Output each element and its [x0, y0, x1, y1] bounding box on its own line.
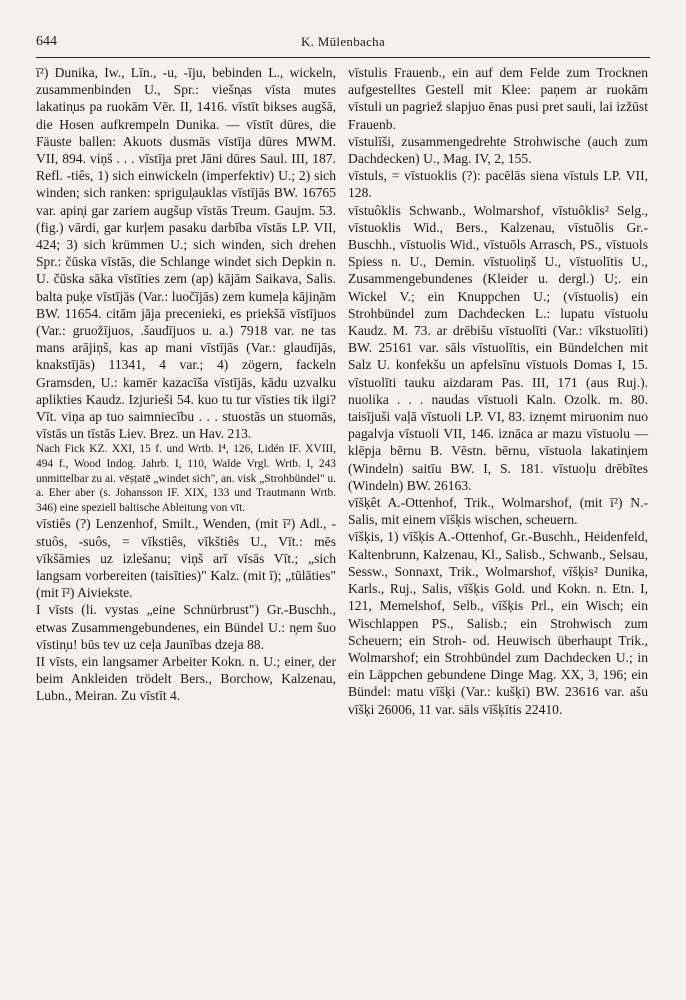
- entry-visties: vīstiês (?) Lenzenhof, Smilt., Wenden, (mit ī²) Adl., -stuôs, -suôs, = vīkstiês, vīkštiês U., Vīt.: mēs vīkšāmies uz izlešanu; viņš arī vīsās Vīt.; „sich langsam vorbereiten (taisīties)" Kalz. (mit ī); „tūlāties" (mit ī²) Aiviekste.: [36, 516, 336, 601]
- entry-vistulisi: vīstulīši, zusammengedrehte Strohwische (auch zum Dachdecken) U., Mag. IV, 2, 155.: [348, 133, 648, 167]
- etymology-note: Nach Fick KZ. XXI, 15 f. und Wrtb. I⁴, 126, Lidén IF. XVIII, 494 f., Wood Indog. Jahrb. I, 110, Walde Vrgl. Wrtb. I, 243 unmittelbar zu ai. vēṣṭatē „windet sich", an. visk „Strohbündel" u. a. Eher aber (s. Johansson IF. XIX, 133 und Trautmann Wrtb. 346) eine speziell baltische Ableitung von vīt.: [36, 443, 337, 514]
- running-title: K. Mülenbacha: [300, 34, 386, 49]
- entry-vists-1: I vīsts (li. vystas „eine Schnürbrust") Gr.-Buschh., etwas Zusammengebundenes, ein Bündel U.: n̦em šuo vīstin̦u! būs tev uz ceļa Jaunības dzeja 88.: [36, 602, 336, 652]
- entry-vistit-continued: ī²) Dunika, Iw., Līn., -u, -īju, bebinden L., wickeln, zusammenbinden U., Spr.: viešn̦as vīsta mutes lakatin̦us pa ruokām Vēr. II, 1416. vīstīt bikses augšā, die Hosen aufkrempeln Dunika. — vīstīt dūres, die Fäuste ballen: Akuots dusmās vīstīja dūres MWM. VII, 894. viņš . . . vīstīja pret Jāni dūres Saul. III, 187. Refl. -tiês, 1) sich einwickeln (imperfektiv) U.; 2) sich winden; sich ranken: sprigul̦auklas vīstījās BW. 16765 var. apin̦i gar zariem augšup vīstās Treum. Gaujm. 53. (fig.) vārdi, gar kurļem pasaku darbība vīstās LP. VII, 424; 3) sich krümmen U.; sich winden, sich drehen Spr.: čūska vīstās, die Schlange windet sich Depkin n. U. čūska sāka vīstīties zem (ap) kājām Saikava, Salis. balta puķe vīstījās (Var.: luočījās) zem kumeļa kājin̦ām BW. 11654. citām jāja precenieki, es priekšā vīstījuos (Var.: gruožījuos, .šaudījuos u. a.) 7918 var. ne tas mans arājiņš, kas ap mani vīstījās (Var.: glaudījās, knakstījās) 11341, 4 var.; 4) zögern, fackeln Gramsden, U.: kamēr kazacīša vīstījās, kādu uzvalku aplikties Kaudz. Izjurieši 54. kuo tu tur vīsties tik ilgi? Vīt. viņa ap tuo saimniecību . . . stuostās un stuomās, vīstās un tīstās Liev. Brez. un Hav. 213.: [36, 65, 336, 442]
- right-column: [348, 64, 648, 718]
- entry-viskt: vīšķêt A.-Ottenhof, Trik., Wolmarshof, (mit ī²) N.-Salis, mit einem vīšķis wischen, scheuern.: [348, 495, 648, 528]
- page-header: [36, 34, 650, 56]
- header-rule: [36, 57, 650, 58]
- entry-viskis: vīšķis, 1) vīšķis A.-Ottenhof, Gr.-Buschh., Heidenfeld, Kaltenbrunn, Kalzenau, Kl., Salisb., Schwanb., Selsau, Sessw., Sonnaxt, Trik., Wolmarshof, vīšķis² Dunika, Karls., Ruj., Salis, vīšķis Gold. und Kokn. n. Etn. I, 121, Memelshof, Selb., vīšķis Prl., ein Wisch; ein Wischlappen PS., Salisb.; ein Strohwisch zum Scheuern; ein Stroh- od. Heuwisch überhaupt Trik., Wolmarshof; ein Strohbündel zum Dachdecken U.; in ein Läppchen gebundene Dinge Mag. XX, 3, 196; ein Bündel: matu vīšķi (Var.: kušķi) BW. 23616 var. ašu vīšķi 26006, 11 var. sāls vīšķītis 22410.: [348, 529, 648, 717]
- entry-vistuoklis: vīstuôklis Schwanb., Wolmarshof, vīstuôklis² Selg., vīstuoklis Wid., Bers., Kalzenau, vīstuõlis Gr.-Buschh., vīstuolis Wid., vīstuōls Arrasch, PS., vīstuols Spiess n. U., Demin. vīstuoliņš U., vīstuolītis U., Zusammengebundenes (Kleider u. dergl.) U;. ein Wickel V.; ein Knuppchen U.; (vīstuolis) ein Strohbündel zum Dachdecken L.: lupatu vīstuolu Kaudz. M. 73. ar drēbišu vīstuolīti (Var.: vīkstuolīti) BW. 25161 var. sāls vīstuolītis, ein Bündelchen mit Salz U. konfekšu un apfelsīnu vīstuols Domas I, 15. vīstuolīti tauku aizdaram Pas. III, 171 (aus Ruj.). nuolika . . . naudas vīstuoli Kaln. Ozolk. m. 80. taisījuši vaļā vīstuoli LP. VI, 83. izn̦emt miruonim nuo pagalvja vīstuoli VII, 146. iznāca ar mazu vīstuolu — klēpja bērnu B. Vēstn. bērnu, vīstuola lakatin̦iem (Windeln) saitīu BW. I, S. 181. vīstuoļu drēbītes (Windeln) BW. 26163.: [348, 202, 648, 493]
- left-column: [36, 64, 336, 705]
- entry-vistuls: vīstuls, = vīstuoklis (?): pacēlās siena vīstuls LP. VII, 128.: [348, 168, 648, 201]
- entry-vists-2: II vīsts, ein langsamer Arbeiter Kokn. n. U.; einer, der beim Ankleiden trödelt Bers., Borchow, Kalzenau, Lubn., Meiran. Zu vīstīt 4.: [36, 654, 336, 704]
- page-number: 644: [36, 34, 57, 49]
- entry-vistulis: vīstulis Frauenb., ein auf dem Felde zum Trocknen aufgestelltes Gestell mit Klee: paņem ar ruokām vīstuli un pagriež slapjuo ēnas pusi pret sauli, lai izžūst Frauenb.: [348, 65, 648, 132]
